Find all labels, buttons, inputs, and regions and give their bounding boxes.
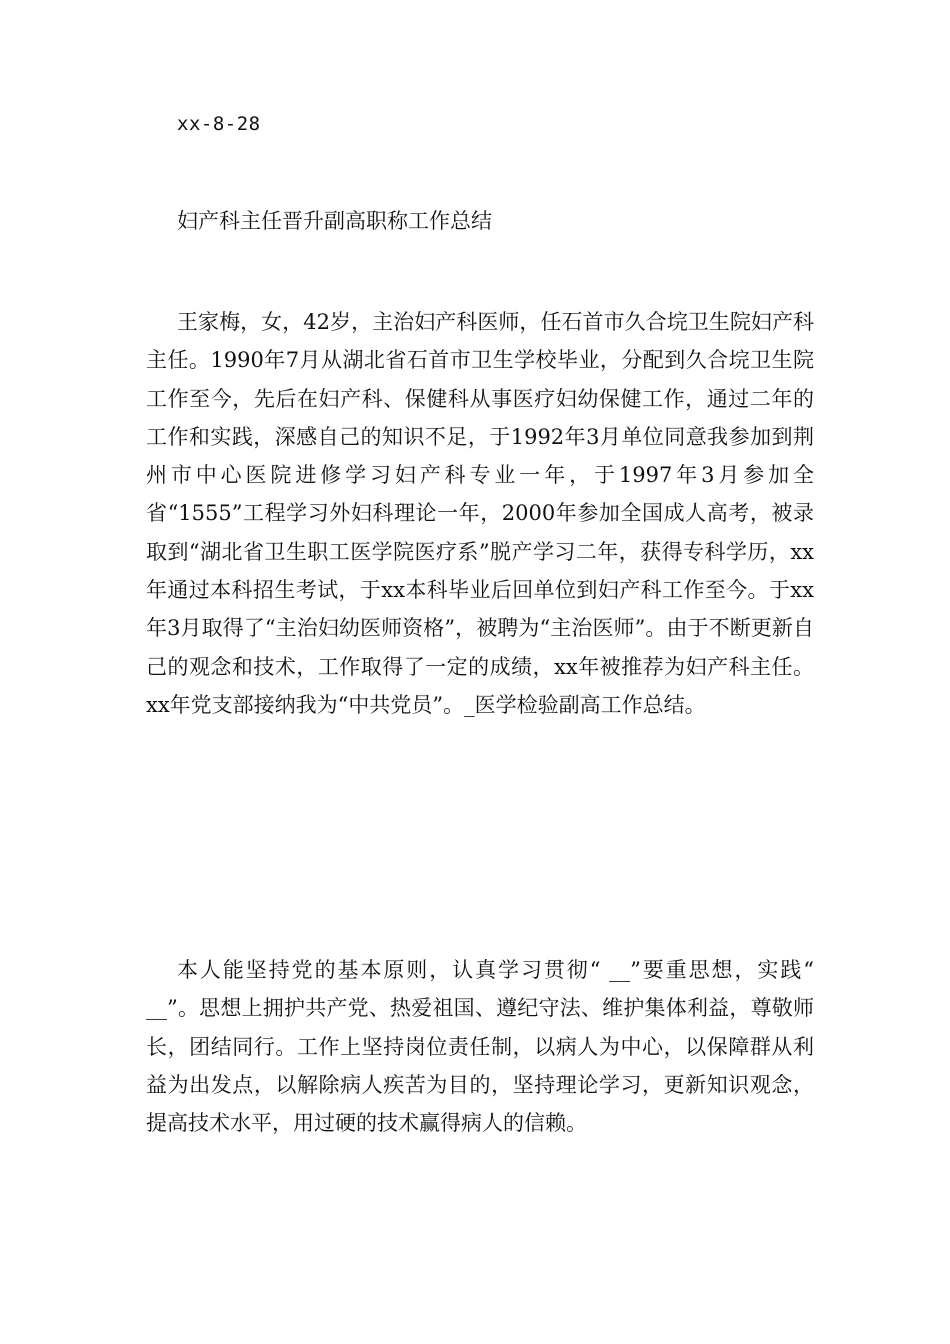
document-title: 妇产科主任晋升副高职称工作总结 [177,209,492,233]
document-date: xx-8-28 [177,113,261,135]
body-paragraph-2: 本人能坚持党的基本原则，认真学习贯彻“ __”要重思想，实践“ __”。思想上拥护共产党、热爱祖国、遵纪守法、维护集体利益，尊敬师长，团结同行。工作上坚持岗位责任制，以病人为中心，以保障群从利益为出发点，以解除病人疾苦为目的，坚持理论学习，更新知识观念，提高技术水平，用过硬的技术赢得病人的信赖。 [146,958,814,1136]
body-paragraph-1: 王家梅，女，42岁，主治妇产科医师，任石首市久合垸卫生院妇产科主任。1990年7月从湖北省石首市卫生学校毕业，分配到久合垸卫生院工作至今，先后在妇产科、保健科从事医疗妇幼保健工作，通过二年的工作和实践，深感自己的知识不足，于1992年3月单位同意我参加到荆州市中心医院进修学习妇产科专业一年，于1997年3月参加全省“1555”工程学习外妇科理论一年，2000年参加全国成人高考，被录取到“湖北省卫生职工医学院医疗系”脱产学习二年，获得专科学历，xx年通过本科招生考试，于xx本科毕业后回单位到妇产科工作至今。于xx年3月取得了“主治妇幼医师资格”，被聘为“主治医师”。由于不断更新自己的观念和技术，工作取得了一定的成绩，xx年被推荐为妇产科主任。xx年党支部接纳我为“中共党员”。_医学检验副高工作总结。 [146,310,814,717]
